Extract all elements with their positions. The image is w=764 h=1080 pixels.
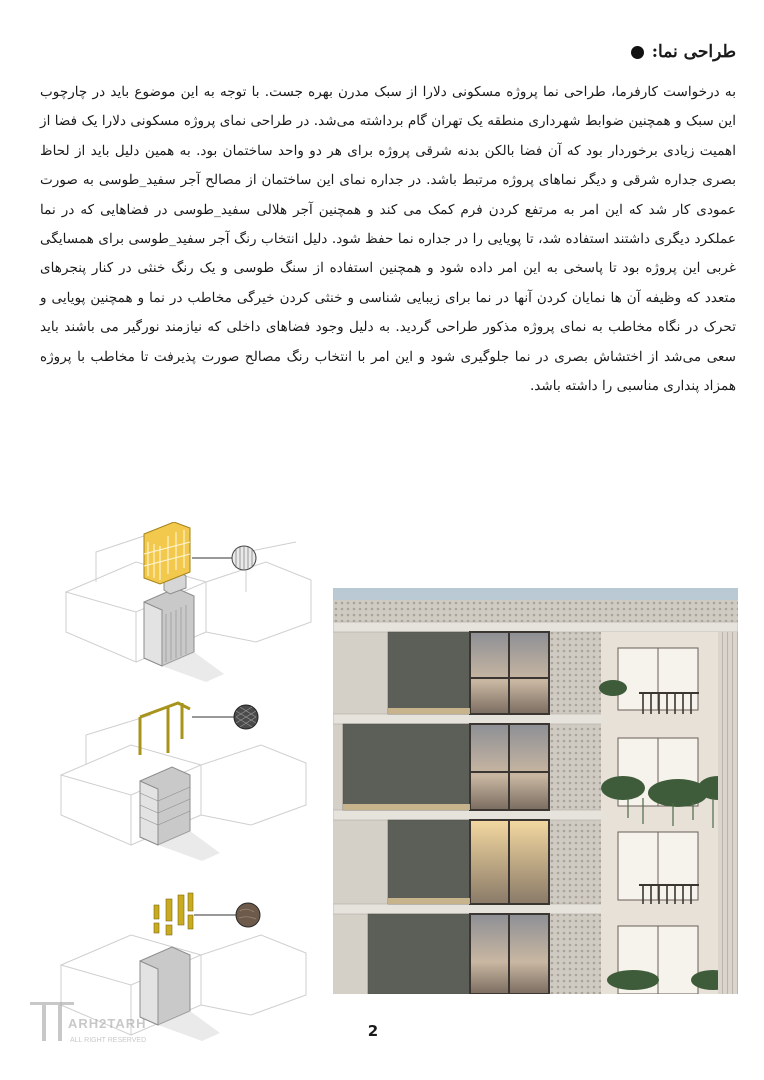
svg-text:ARH2TARH: ARH2TARH (68, 1016, 147, 1031)
svg-text:ALL RIGHT RESERVED: ALL RIGHT RESERVED (70, 1037, 147, 1044)
facade-diagram-2 (56, 695, 316, 875)
brand-watermark-logo (30, 1000, 180, 1050)
building-block-icon (144, 572, 224, 682)
section-heading (631, 42, 736, 62)
stone-panels-icon (154, 893, 193, 935)
bullet-icon (631, 46, 644, 59)
mesh-swatch-icon (234, 705, 258, 729)
facade-diagram-1 (56, 522, 316, 682)
brick-swatch-icon (232, 546, 256, 570)
page-number: 2 (367, 1022, 379, 1040)
body-paragraph: به درخواست کارفرما، طراحی نما پروژه مسکونی دلارا از سبک مدرن بهره جست. با توجه به این موضوع باید در چارچوب این سبک و همچنین ضوابط شهرداری منطقه یک تهران گام برداشته می‌شد. در طراحی نمای پروژه مسکونی دلارا یک فضا از اهمیت زیادی برخوردار بود که آن فضا بالکن بدنه شرقی پروژه برای هر دو واحد ساختمان بود. به همین دلیل باید از لحاظ بصری جداره شرقی و دیگر نماهای پروژه مرتبط باشد. در جداره نمای این ساختمان از مصالح آجر سفید_طوسی به صورت عمودی کار شد که این امر به مرتفع کردن فرم کمک می کند و همچنین آجر هلالی سفید_طوسی در فضاهایی که در نما عملکرد دیگری داشتند استفاده شد، تا پویایی را در جداره نما حفظ شود. دلیل انتخاب رنگ آجر سفید_طوسی برای همسایگی غربی این پروژه بود تا پاسخی به این امر داده شود و همچنین استفاده از سنگ طوسی و یک رنگ خنثی در کنار پنجرهای متعدد که وظیفه آن ها نمایان کردن آنها در نما برای زیبایی شناسی و خنثی کردن خیرگی مخاطب در نما و همچنین پویایی و تحرک در نگاه مخاطب به نمای پروژه مذکور طراحی گردید. به دلیل وجود فضاهای داخلی که نیازمند نورگیر می باشند باید سعی می‌شد از اختشاش بصری در نما جلوگیری شود و این امر با انتخاب رنگ مصالح صورت پذیرفت تا مخاطب با پروژه همزاد پنداری مناسبی را داشته باشد. (40, 84, 736, 395)
stone-swatch-icon (236, 903, 260, 927)
heading-text: طراحی نما: (651, 42, 736, 62)
arched-frame-icon (140, 703, 190, 755)
facade-render-image (333, 588, 738, 994)
yellow-layer-icon (144, 522, 190, 584)
building-block-icon (140, 767, 220, 861)
